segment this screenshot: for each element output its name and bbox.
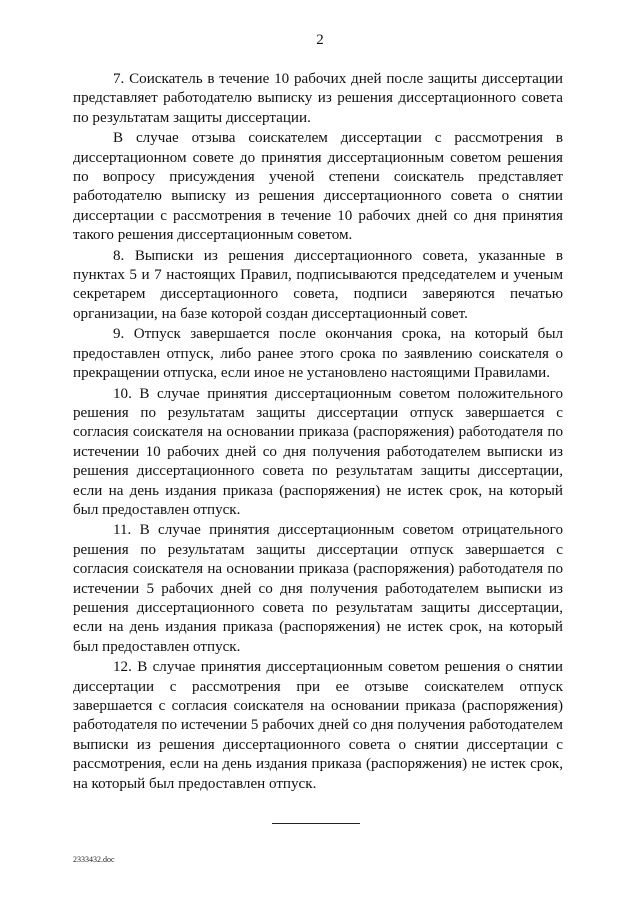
document-body [73,70,563,795]
paragraph-12: 12. В случае принятия диссертационным советом решения о снятии диссертации с рассмотрения при ее отзыве соискателем отпуск завершается с согласия соискателя на основании приказа (распоряжения) работодателя по истечении 5 рабочих дней со дня получения работодателем выписки из решения диссертационного совета о снятии диссертации с рассмотрения, если на день издания приказа (распоряжения) не истек срок, на который был предоставлен отпуск. [73,659,563,792]
paragraph-10: 10. В случае принятия диссертационным советом положительного решения по результатам защиты диссертации отпуск завершается с согласия соискателя на основании приказа (распоряжения) работодателя по истечении 10 рабочих дней со дня получения работодателем выписки из решения диссертационного совета по результатам защиты диссертации, если на день издания приказа (распоряжения) не истек срок, на который был предоставлен отпуск. [73,385,563,518]
paragraph-7: 7. Соискатель в течение 10 рабочих дней после защиты диссертации представляет работодателю выписку из решения диссертационного совета по результатам защиты диссертации. [73,71,563,126]
page-number: 2 [316,32,324,48]
paragraph-11: 11. В случае принятия диссертационным советом отрицательного решения по результатам защиты диссертации отпуск завершается с согласия соискателя на основании приказа (распоряжения) работодателя по истечении 5 рабочих дней со дня получения работодателем выписки из решения диссертационного совета по результатам защиты диссертации, если на день издания приказа (распоряжения) не истек срок, на который был предоставлен отпуск. [73,522,563,655]
paragraph-7-withdrawal: В случае отзыва соискателем диссертации с рассмотрения в диссертационном совете до принятия диссертационным советом решения по вопросу присуждения ученой степени соискатель представляет работодателю выписку из решения диссертационного совета о снятии диссертации с рассмотрения в течение 10 рабочих дней со дня принятия такого решения диссертационным советом. [73,130,563,244]
end-separator-line [272,823,360,824]
paragraph-9: 9. Отпуск завершается после окончания срока, на который был предоставлен отпуск, либо ранее этого срока по заявлению соискателя о прекращении отпуска, если иное не установлено настоящими Правилами. [73,326,563,382]
paragraph-8: 8. Выписки из решения диссертационного совета, указанные в пунктах 5 и 7 настоящих Правил, подписываются председателем и ученым секретарем диссертационного совета, подписи заверяются печатью организации, на базе которой создан диссертационный совет. [73,247,563,322]
footer-doc-id: 2333432.doc [73,855,115,864]
